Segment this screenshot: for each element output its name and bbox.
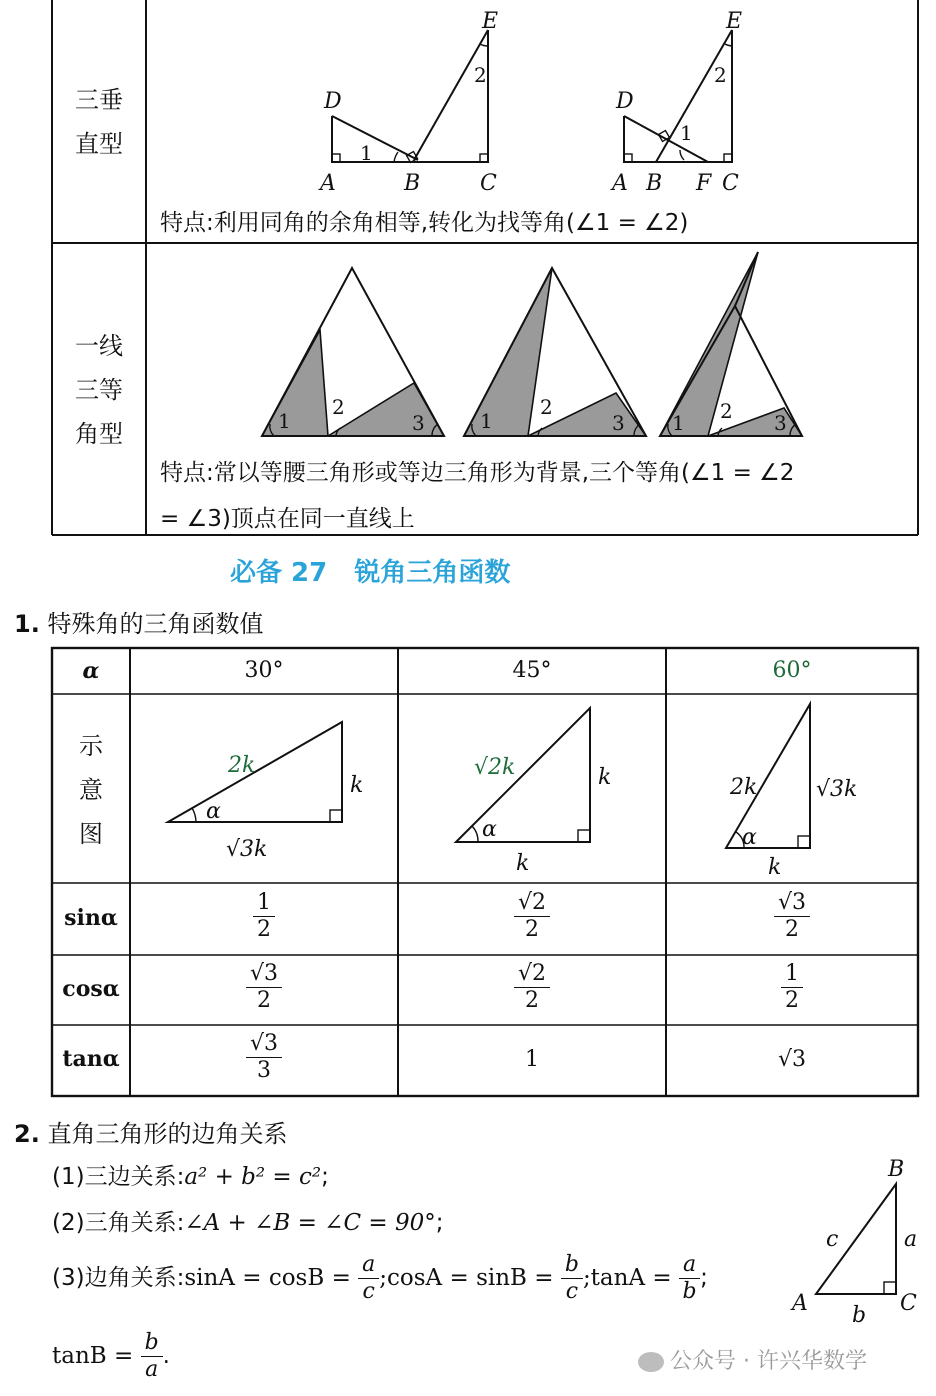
relation-3-prefix: (3)边角关系:: [52, 1265, 185, 1291]
tan-60: √3: [777, 1047, 806, 1072]
tri45-hyp: √2k: [474, 755, 516, 780]
tri60-angle: α: [742, 825, 757, 850]
angle-label-3b: 3: [612, 411, 625, 435]
row1-name-line1: 三垂: [75, 86, 123, 114]
wechat-icon: [638, 1352, 664, 1372]
angle-label-2b: 2: [540, 395, 553, 419]
frac-b-a-den: a: [145, 1357, 159, 1382]
sin-30-den: 2: [257, 917, 271, 942]
label-E-2: E: [726, 9, 743, 34]
label-A-2: A: [612, 171, 628, 196]
tri-label-B: B: [888, 1157, 905, 1182]
row2-name-line2: 三等: [75, 376, 123, 404]
cos-45-den: 2: [524, 988, 539, 1013]
subheading-2-title: 直角三角形的边角关系: [47, 1120, 288, 1148]
subheading-1-number: 1.: [14, 610, 40, 638]
section-title: 必备 27 锐角三角函数: [230, 558, 511, 588]
relation-1-prefix: (1)三边关系:: [52, 1164, 185, 1190]
tri60-opp: √3k: [816, 777, 858, 802]
angle-60-header: 60°: [772, 658, 812, 683]
tri60-adj: k: [768, 855, 782, 880]
sin-30-num: 1: [253, 890, 275, 917]
watermark-text: 公众号 · 许兴华数学: [670, 1349, 867, 1374]
angle-30-header: 30°: [244, 658, 284, 683]
frac-a-b-num: a: [679, 1252, 700, 1279]
diagram-label-2: 意: [79, 776, 103, 804]
label-B: B: [404, 171, 421, 196]
cos-60-den: 2: [785, 988, 799, 1013]
cos-60-num: 1: [781, 961, 803, 988]
tri45-angle: α: [482, 817, 497, 842]
tri45-opp: k: [598, 765, 612, 790]
label-D: D: [324, 89, 342, 114]
row2-name-line3: 角型: [75, 420, 123, 448]
angle-2-2: 2: [714, 63, 727, 87]
relation-3-cosA: ;cosA = sinB =: [379, 1265, 554, 1291]
tri-label-a: a: [904, 1227, 918, 1252]
subheading-1-title: 特殊角的三角函数值: [47, 610, 264, 638]
angle-45-header: 45°: [512, 658, 552, 683]
sin-45-den: 2: [524, 917, 539, 942]
relation-2-end: ;: [435, 1210, 444, 1236]
tri45-adj: k: [516, 851, 530, 876]
row2-feature-line2: = ∠3)顶点在同一直线上: [160, 506, 415, 532]
frac-b-a-num: b: [141, 1330, 163, 1357]
frac-a-c-den: c: [362, 1279, 375, 1304]
sin-45-num: √2: [514, 890, 550, 917]
watermark: [638, 1344, 867, 1375]
sin-label: sinα: [64, 905, 118, 931]
angle-2: 2: [474, 63, 487, 87]
label-E: E: [482, 9, 499, 34]
row2-feature-line1: 特点:常以等腰三角形或等边三角形为背景,三个等角(∠1 = ∠2: [160, 460, 795, 486]
diagram-label-1: 示: [79, 732, 103, 760]
tan-30-num: √3: [246, 1031, 282, 1058]
angle-label-2a: 2: [332, 395, 345, 419]
row1-name-line2: 直型: [75, 130, 123, 158]
tri30-angle: α: [206, 799, 221, 824]
frac-a-c-num: a: [358, 1252, 379, 1279]
relation-4-tanB: tanB =: [52, 1343, 134, 1369]
tan-label: tanα: [62, 1046, 120, 1072]
cos-45-num: √2: [514, 961, 550, 988]
label-B-2: B: [646, 171, 663, 196]
tri-label-C: C: [900, 1291, 917, 1316]
tri-label-b: b: [852, 1303, 867, 1328]
angle-label-3a: 3: [412, 411, 425, 435]
label-A: A: [320, 171, 336, 196]
row1-feature: 特点:利用同角的余角相等,转化为找等角(∠1 = ∠2): [160, 210, 689, 236]
relation-3-end: ;: [700, 1265, 708, 1291]
tri30-adj: √3k: [226, 837, 268, 862]
frac-b-c-num: b: [561, 1252, 583, 1279]
relation-3-tanA: ;tanA =: [582, 1265, 672, 1291]
angle-label-2c: 2: [720, 399, 733, 423]
alpha-header: α: [82, 658, 100, 684]
angle-label-1c: 1: [672, 411, 685, 435]
tan-45: 1: [525, 1047, 539, 1072]
tan-30-den: 3: [256, 1058, 271, 1083]
frac-b-c-den: c: [565, 1279, 579, 1304]
angle-label-3c: 3: [774, 411, 787, 435]
tri-label-c: c: [826, 1227, 839, 1252]
tri60-hyp: 2k: [730, 775, 758, 800]
angle-1-2: 1: [680, 121, 693, 145]
relation-1-end: ;: [321, 1164, 329, 1190]
sin-60-num: √3: [774, 890, 810, 917]
angle-label-1a: 1: [278, 409, 291, 433]
relation-2-prefix: (2)三角关系:: [52, 1210, 185, 1236]
label-C-2: C: [722, 171, 739, 196]
diagram-label-3: 图: [79, 820, 103, 848]
tri30-opp: k: [350, 773, 364, 798]
frac-a-b-den: b: [682, 1279, 697, 1304]
row2-name-line1: 一线: [75, 332, 123, 360]
label-D-2: D: [616, 89, 634, 114]
cos-30-num: √3: [246, 961, 282, 988]
cos-30-den: 2: [256, 988, 271, 1013]
tri-label-A: A: [792, 1291, 808, 1316]
cos-label: cosα: [62, 976, 120, 1002]
tri30-hyp: 2k: [228, 753, 256, 778]
relation-1-formula: a² + b² = c²: [184, 1164, 322, 1190]
angle-label-1b: 1: [480, 409, 493, 433]
label-F-2: F: [696, 171, 712, 196]
relation-3-sinA: sinA = cosB =: [184, 1265, 351, 1291]
label-C: C: [480, 171, 497, 196]
relation-4-end: .: [162, 1343, 170, 1369]
angle-1: 1: [360, 141, 373, 165]
subheading-2-number: 2.: [14, 1120, 40, 1148]
sin-60-den: 2: [784, 917, 799, 942]
relation-2-formula: ∠A + ∠B = ∠C = 90°: [184, 1210, 436, 1236]
